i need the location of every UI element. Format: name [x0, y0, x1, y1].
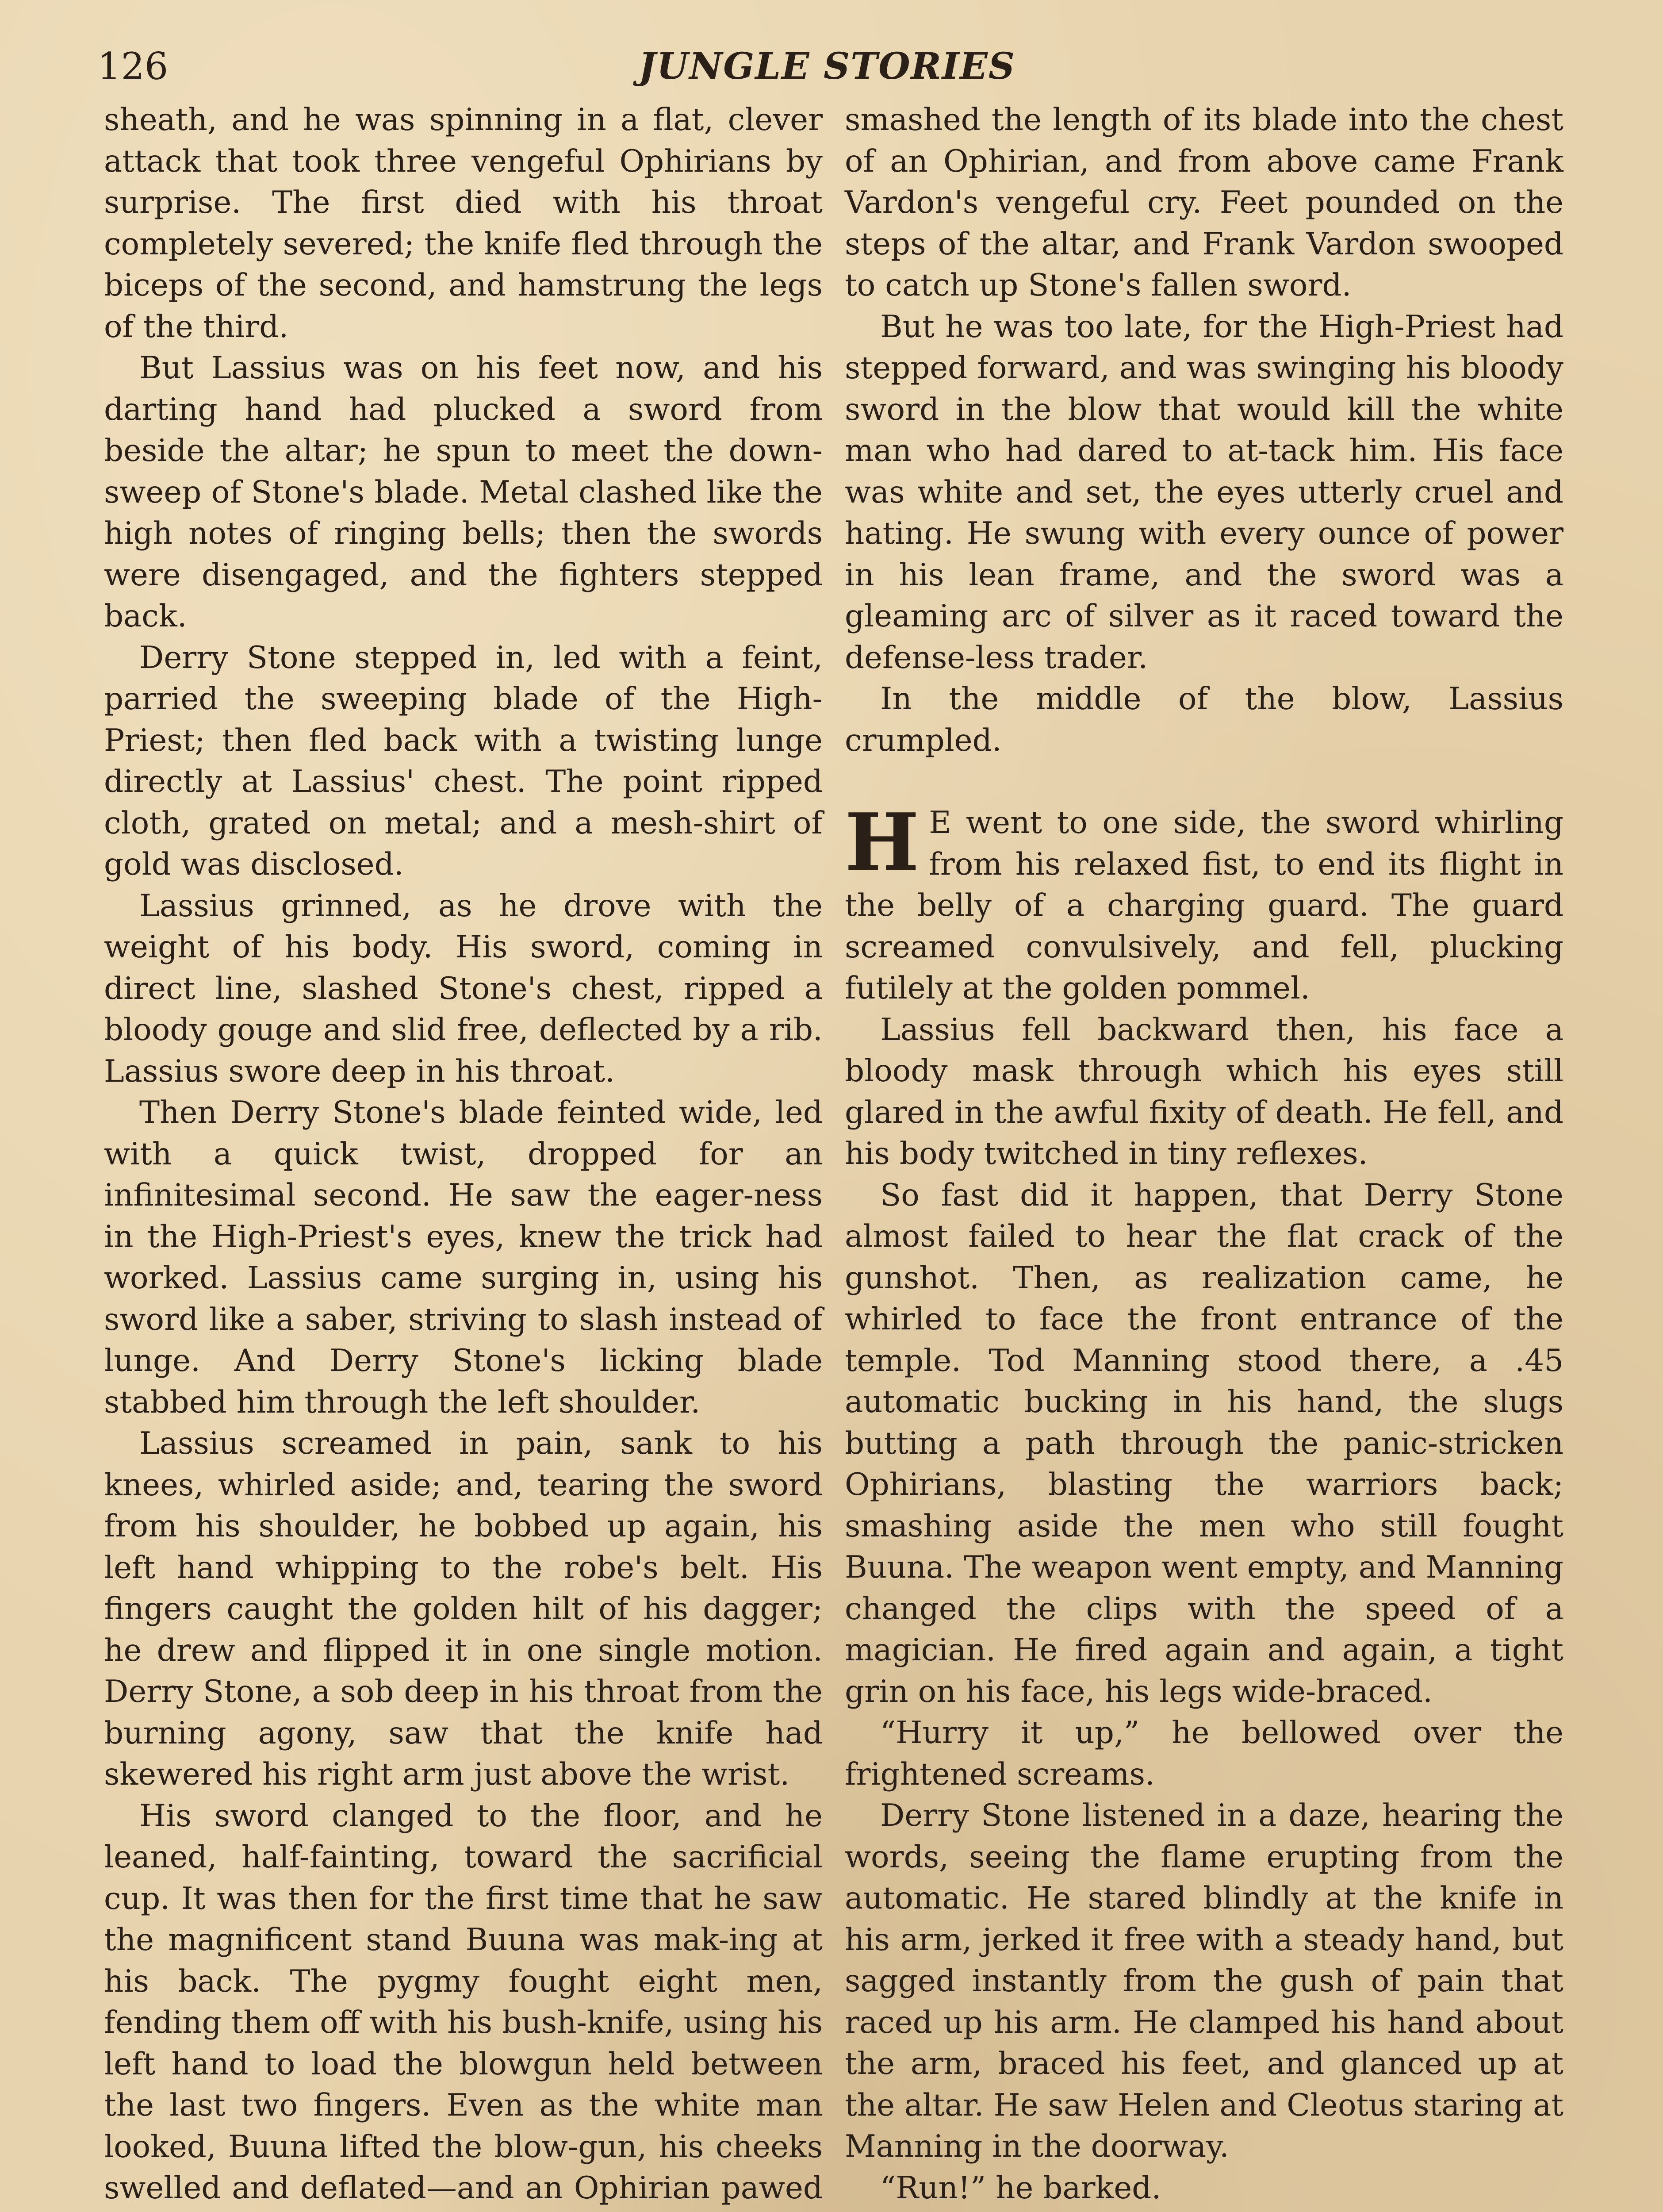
paragraph: But Lassius was on his feet now, and his darting hand had plucked a sword from beside the altar; he spun to meet the down-sweep of Stone's blade. Metal clashed like the high notes of ringing bells; then the swords were disengaged, and the fighters stepped back.	[104, 350, 823, 634]
paragraph: Then Derry Stone's blade feinted wide, led with a quick twist, dropped for an infinitesimal second. He saw the eager-ness in the High-Priest's eyes, knew the trick had worked. Lassius came surging in, using his sword like a saber, striving to slash instead of lunge. And Derry Stone's licking blade stabbed him through the left shoulder.	[104, 1095, 823, 1420]
paragraph: “Hurry it up,” he bellowed over the frightened screams.	[845, 1715, 1563, 1792]
paragraph: Lassius grinned, as he drove with the weight of his body. His sword, coming in direct line, slashed Stone's chest, ripped a bloody gouge and slid free, deflected by a rib. Lassius swore deep in his throat.	[104, 888, 823, 1089]
paragraph: sheath, and he was spinning in a flat, clever attack that took three vengeful Ophirians by surprise. The first died with his throat completely severed; the knife fled through the biceps of the second, and hamstrung the legs of the third.	[104, 102, 823, 345]
page-number: 126	[97, 45, 169, 88]
paragraph: In the middle of the blow, Lassius crumpled.	[845, 681, 1563, 758]
running-title: JUNGLE STORIES	[639, 45, 1015, 88]
drop-cap: H	[845, 796, 920, 888]
paragraph	[845, 2209, 1563, 2212]
section-break	[845, 761, 1563, 803]
left-column	[104, 100, 823, 2212]
paragraph: His sword clanged to the floor, and he leaned, half-fainting, toward the sacrificial cup. It was then for the first time that he saw the magnificent stand Buuna was mak-ing at his back. The pygmy fought eight men, fending them off with his bush-knife, using his left hand to load the blowgun held between the last two fingers. Even as the white man looked, Buuna lifted the blow-gun, his cheeks swelled and deflated—and an Ophirian pawed	[104, 1798, 823, 2206]
paragraph: Lassius fell backward then, his face a bloody mask through which his eyes still glared in the awful fixity of death. He fell, and his body twitched in tiny reflexes.	[845, 1012, 1563, 1171]
paragraph: But he was too late, for the High-Priest had stepped forward, and was swinging his bloody sword in the blow that would kill the white man who had dared to at-tack him. His face was white and set, the eyes utterly cruel and hating. He swung with every ounce of power in his lean frame, and the sword was a gleaming arc of silver as it raced toward the defense-less trader.	[845, 309, 1563, 676]
paragraph: Derry Stone stepped in, led with a feint, parried the sweeping blade of the High-Priest; then fled back with a twisting lunge directly at Lassius' chest. The point ripped cloth, grated on metal; and a mesh-shirt of gold was disclosed.	[104, 640, 823, 882]
paragraph: “Run!” he barked.	[880, 2170, 1161, 2206]
paragraph: Derry Stone listened in a daze, hearing the words, seeing the flame erupting from the automatic. He stared blindly at the knife in his arm, jerked it free with a steady hand, but sagged instantly from the gush of pain that raced up his arm. He clamped his hand about the arm, braced his feet, and glanced up at the altar. He saw Helen and Cleotus staring at Manning in the doorway.	[845, 1798, 1563, 2164]
paragraph: smashed the length of its blade into the chest of an Ophirian, and from above came Frank Vardon's vengeful cry. Feet pounded on the steps of the altar, and Frank Vardon swooped to catch up Stone's fallen sword.	[845, 102, 1563, 303]
paragraph: Lassius screamed in pain, sank to his knees, whirled aside; and, tearing the sword from his shoulder, he bobbed up again, his left hand whipping to the robe's belt. His fingers caught the golden hilt of his dagger; he drew and flipped it in one single motion. Derry Stone, a sob deep in his throat from the burning agony, saw that the knife had skewered his right arm just above the wrist.	[104, 1426, 823, 1792]
paragraph: So fast did it happen, that Derry Stone almost failed to hear the flat crack of the gunshot. Then, as realization came, he whirled to face the front entrance of the temple. Tod Manning stood there, a .45 automatic bucking in his hand, the slugs butting a path through the panic-stricken Ophirians, blasting the warriors back; smashing aside the men who still fought Buuna. The weapon went empty, and Manning changed the clips with the speed of a magician. He fired again and again, a tight grin on his face, his legs wide-braced.	[845, 1177, 1563, 1709]
right-column	[845, 100, 1563, 2212]
dropcap-paragraph	[845, 796, 1563, 1010]
page-header	[97, 33, 1557, 100]
dropcap-paragraph-text: E went to one side, the sword whirling from his relaxed fist, to end its flight in the belly of a charging guard. The guard screamed convulsively, and fell, plucking futilely at the golden pommel.	[845, 805, 1563, 1006]
